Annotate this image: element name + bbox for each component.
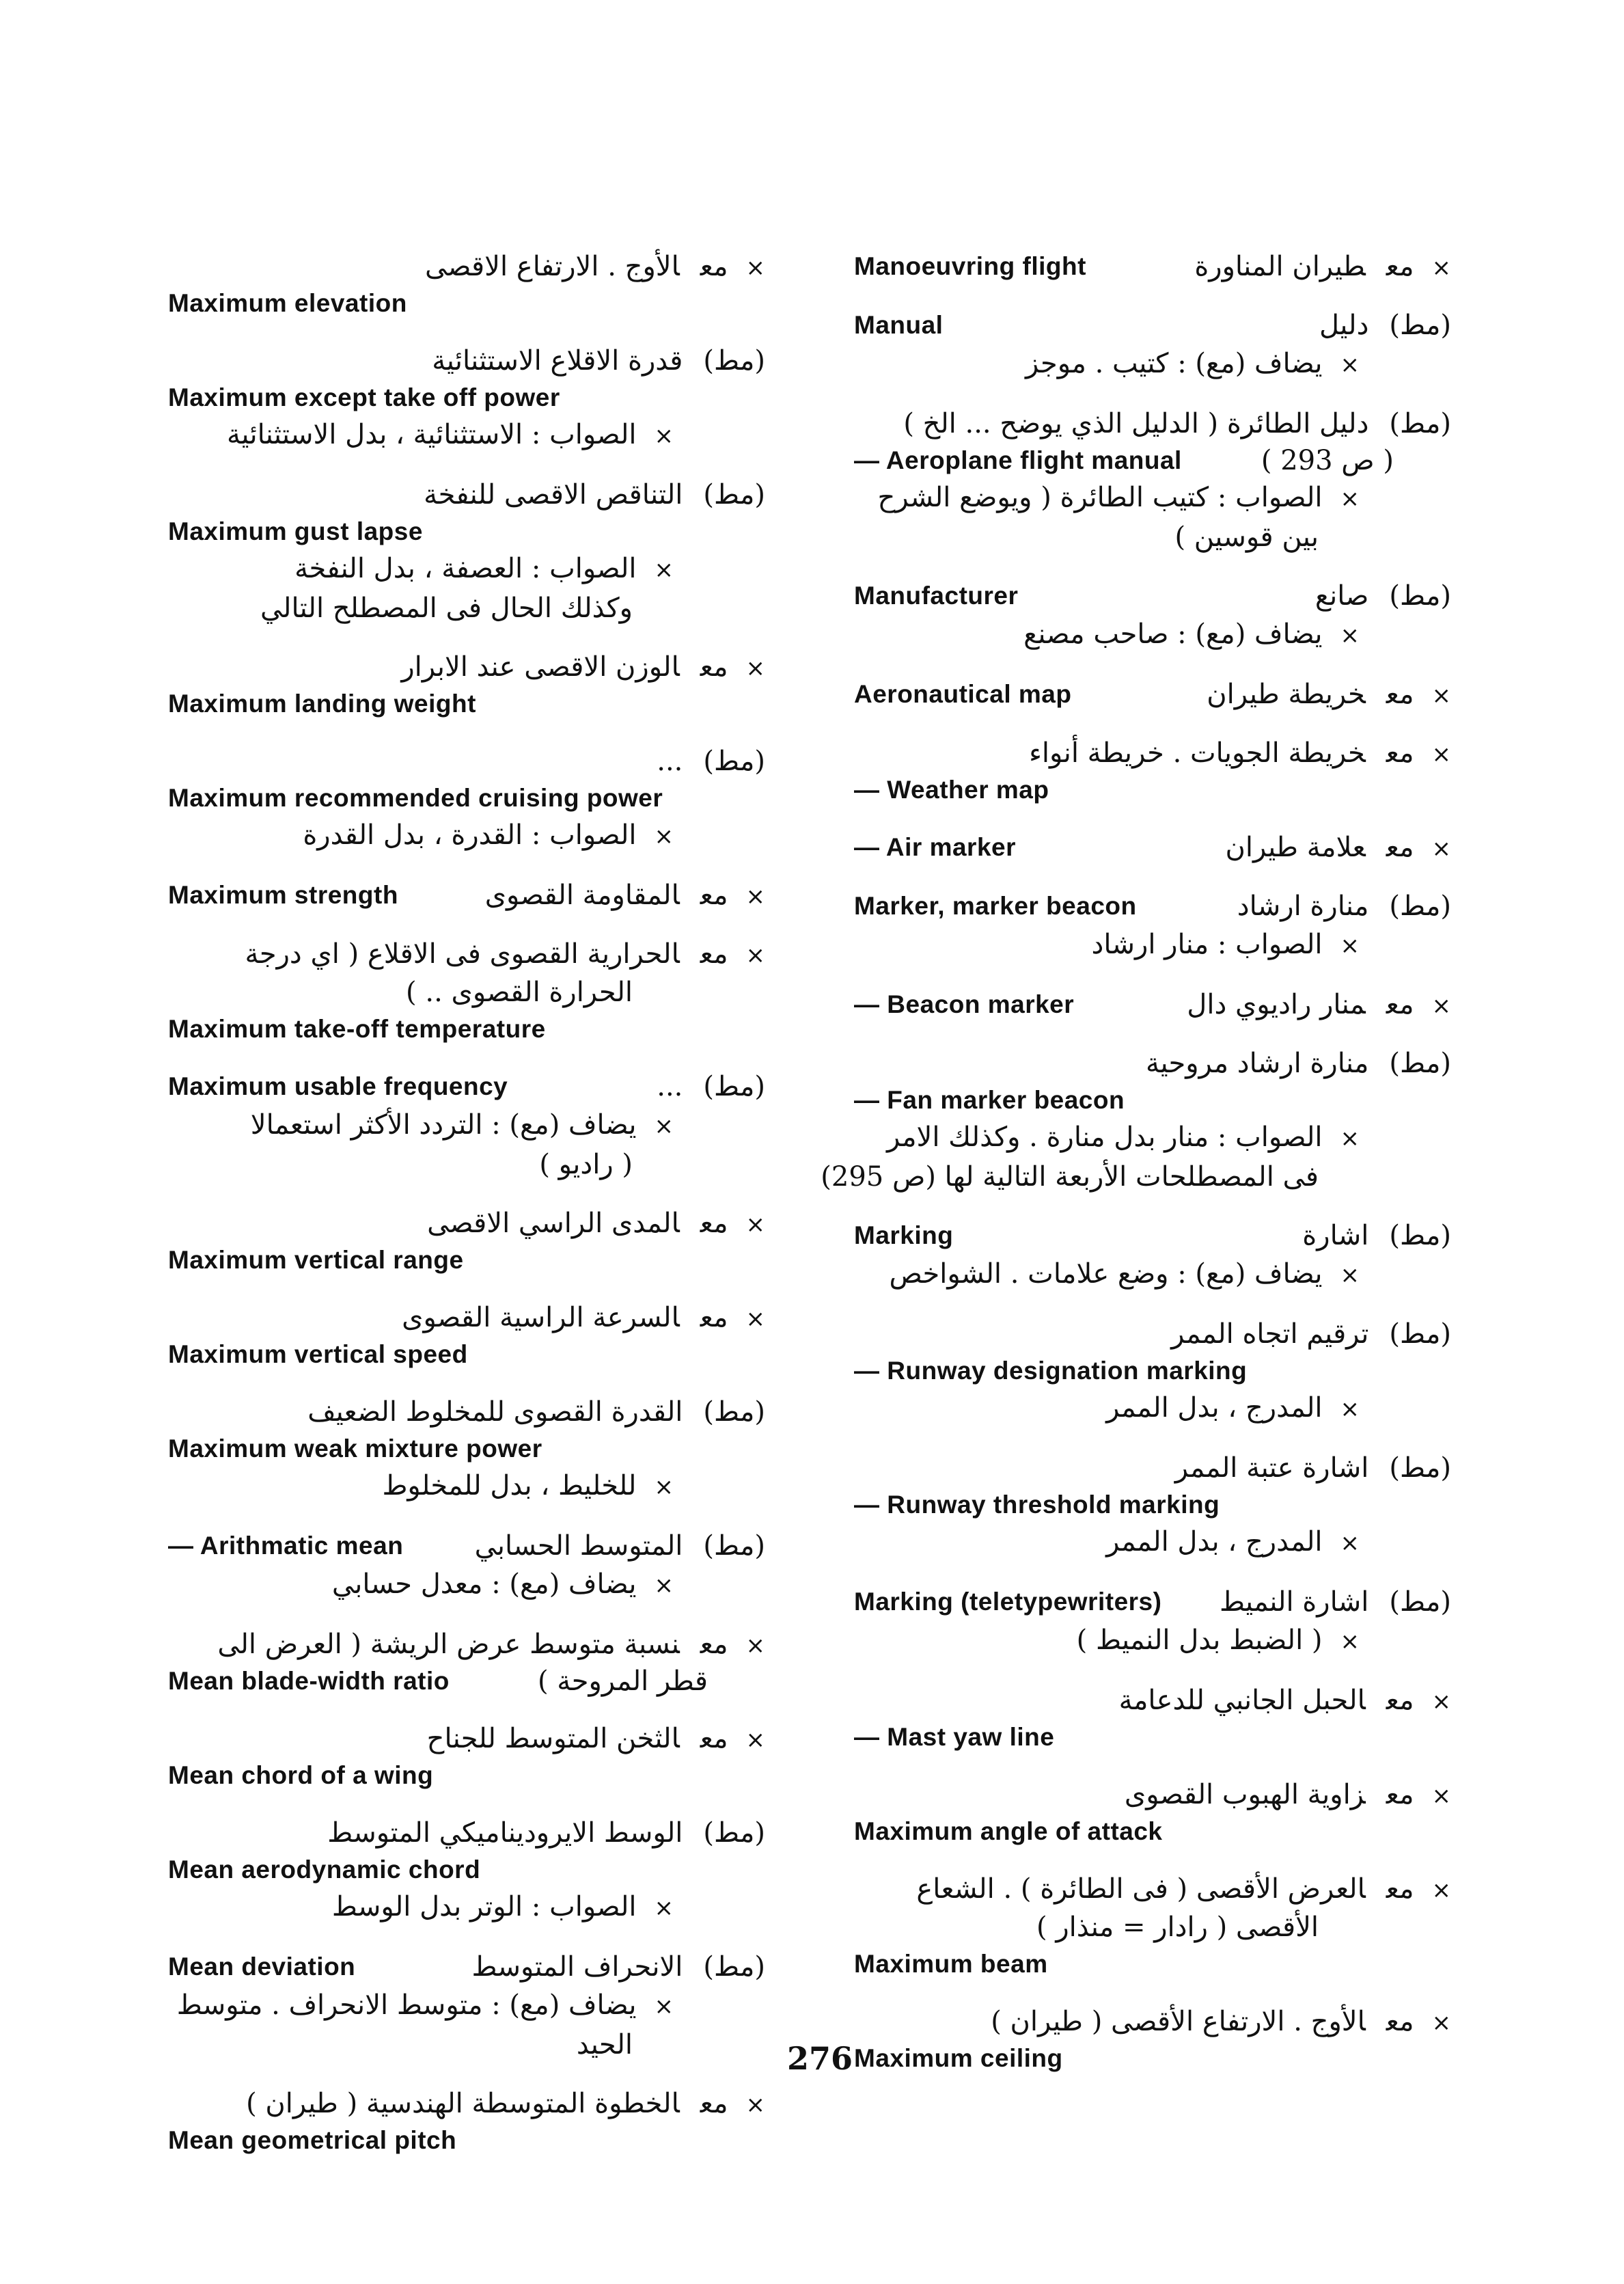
arabic-term-line [1237, 887, 1451, 925]
cross-mark-icon: × [745, 1632, 765, 1659]
dictionary-entry [161, 935, 776, 1047]
correction-note [847, 615, 1462, 655]
correction-note [161, 1145, 776, 1184]
cross-mark-icon: × [1431, 835, 1451, 862]
arabic-term: الأوج . الارتفاع الاقصى [425, 251, 680, 282]
arabic-term: ... [657, 746, 683, 777]
correction-note [847, 1389, 1462, 1428]
term-row [847, 2002, 1462, 2041]
english-term: Aeronautical map [854, 680, 1072, 708]
correction-text: يضاف (مع) : وضع علامات . الشواخص [889, 1258, 1323, 1290]
arabic-term: السرعة الراسية القصوى [402, 1302, 680, 1333]
arabic-term: منارة ارشاد [1237, 891, 1369, 922]
term-row [847, 1870, 1462, 1908]
arabic-term: المدى الراسي الاقصى [427, 1208, 680, 1239]
correction-note [161, 1986, 776, 2026]
arabic-term-line [1319, 306, 1451, 344]
entry-tag: (مط) [1389, 408, 1451, 439]
term-row [847, 1216, 1462, 1255]
arabic-term-tail: قطر المروحة ) [537, 1666, 708, 1697]
arabic-term: دليل الطائرة ( الدليل الذي يوضح ... الخ ) [903, 408, 1369, 439]
arabic-term-line [1187, 985, 1451, 1025]
english-term: Maximum gust lapse [168, 517, 423, 545]
correction-text: الصواب : الوتر بدل الوسط [331, 1891, 637, 1922]
term-row [161, 1948, 776, 1986]
english-term: Manoeuvring flight [854, 252, 1086, 280]
arabic-term: خريطة طيران [1207, 679, 1366, 710]
dictionary-entry [161, 1814, 776, 1927]
entry-tag: مع [700, 1629, 728, 1660]
term-row [161, 476, 776, 514]
arabic-term-line [657, 1068, 765, 1106]
dictionary-entry [847, 1449, 1462, 1562]
arabic-term: اشارة النميط [1220, 1586, 1369, 1618]
cross-mark-icon: × [745, 1726, 765, 1754]
term-row [161, 247, 776, 286]
arabic-term: علامة طيران [1225, 832, 1366, 863]
arabic-term-line [1226, 828, 1451, 868]
cross-mark-icon: × [654, 1894, 674, 1922]
english-term: Maximum angle of attack [854, 1817, 1163, 1845]
entry-tag: (مط) [1389, 1048, 1451, 1079]
entry-tag: (مط) [703, 1071, 765, 1102]
cross-mark-icon: × [654, 1113, 674, 1140]
dictionary-entry [161, 1393, 776, 1506]
arabic-term-line [1119, 1681, 1451, 1721]
correction-text: وكذلك الحال فى المصطلح التالي [260, 593, 633, 624]
english-term: Maximum strength [168, 881, 398, 909]
entry-tag: (مط) [1389, 310, 1451, 341]
arabic-term-line [246, 2084, 765, 2124]
correction-text: الصواب : كتيب الطائرة ( ويوضع الشرح [877, 482, 1323, 513]
english-term: Maximum take-off temperature [168, 1015, 546, 1043]
dictionary-entry [161, 2084, 776, 2158]
cross-mark-icon: × [745, 1305, 765, 1333]
term-row [847, 887, 1462, 925]
correction-note [847, 1118, 1462, 1158]
correction-text: يضاف (مع) : متوسط الانحراف . متوسط [176, 1989, 637, 2021]
arabic-term: الانحراف المتوسط [471, 1951, 683, 1983]
arabic-term-line [402, 1299, 765, 1338]
english-term: — Mast yaw line [854, 1723, 1055, 1751]
arabic-term-line [427, 1719, 765, 1759]
cross-mark-icon: × [1340, 1262, 1360, 1289]
arabic-term: منار راديوي دال [1187, 989, 1366, 1020]
dictionary-entry [847, 675, 1462, 713]
term-row [161, 935, 776, 973]
entry-tag: مع [1386, 737, 1414, 769]
term-row [847, 1776, 1462, 1814]
term-row [161, 342, 776, 380]
english-term: Maximum beam [854, 1950, 1048, 1978]
cross-mark-icon: × [1431, 1877, 1451, 1904]
cross-mark-icon: × [654, 823, 674, 850]
term-row [161, 1204, 776, 1242]
cross-mark-icon: × [654, 1473, 674, 1501]
cross-mark-icon: × [654, 1572, 674, 1599]
english-term: Maximum ceiling [854, 2044, 1063, 2072]
dictionary-entry [821, 1044, 1462, 1196]
cross-mark-icon: × [1340, 1628, 1360, 1655]
arabic-term-line [424, 476, 765, 514]
dictionary-entry [161, 1625, 776, 1699]
arabic-term-line [401, 648, 765, 688]
correction-note [161, 1565, 776, 1605]
term-row [161, 876, 776, 914]
arabic-term: العرض الأقصى ( فى الطائرة ) . الشعاع [916, 1873, 1366, 1905]
cross-mark-icon: × [745, 254, 765, 282]
english-term: Marking [854, 1221, 954, 1249]
entry-tag: مع [1386, 1779, 1414, 1810]
term-row [161, 1393, 776, 1431]
correction-text: يضاف (مع) : التردد الأكثر استعمالا [250, 1109, 637, 1141]
arabic-term: المتوسط الحسابي [474, 1530, 683, 1562]
cross-mark-icon: × [745, 2091, 765, 2119]
correction-note [821, 1158, 1462, 1196]
arabic-term: الأوج . الارتفاع الأقصى ( طيران ) [991, 2006, 1366, 2037]
arabic-term: خريطة الجويات . خريطة أنواء [1029, 737, 1366, 769]
correction-text: ( راديو ) [539, 1149, 633, 1180]
correction-note [847, 478, 1462, 518]
dictionary-entry [161, 1527, 776, 1605]
english-term: Maximum recommended cruising power [168, 784, 663, 812]
english-term: Mean deviation [168, 1953, 356, 1981]
correction-text: الصواب : العصفة ، بدل النفخة [294, 553, 637, 584]
entry-tag: (مط) [703, 345, 765, 377]
arabic-term: الخطوة المتوسطة الهندسية ( طيران ) [246, 2088, 680, 2119]
correction-note [161, 2026, 776, 2064]
english-term: — Weather map [854, 776, 1049, 804]
entry-tag: مع [1386, 832, 1414, 863]
cross-mark-icon: × [1431, 1782, 1451, 1810]
correction-note [161, 549, 776, 589]
dictionary-entry [161, 742, 776, 856]
entry-tag: (مط) [703, 1530, 765, 1562]
arabic-term-line [1175, 1449, 1451, 1487]
dictionary-entry [161, 476, 776, 627]
english-term: Mean blade-width ratio [168, 1667, 450, 1695]
arabic-term: اشارة عتبة الممر [1174, 1452, 1369, 1484]
arabic-term: دليل [1319, 310, 1369, 341]
correction-text: يضاف (مع) : كتيب . موجز [1025, 348, 1323, 379]
correction-text: ( الضبط بدل النميط ) [1076, 1624, 1323, 1656]
arabic-term-line [1029, 734, 1451, 774]
arabic-term: نسبة متوسط عرض الريشة ( العرض الى [217, 1629, 680, 1660]
entry-tag: مع [1386, 1685, 1414, 1716]
dictionary-entry [847, 985, 1462, 1024]
term-row [847, 1449, 1462, 1487]
arabic-term-continuation: الأقصى ( رادار = منذار ) [1036, 1912, 1319, 1943]
arabic-term-line [1194, 247, 1451, 287]
entry-tag: مع [700, 251, 728, 282]
correction-text: الصواب : الاستثنائية ، بدل الاستثنائية [226, 419, 637, 450]
dictionary-entry [847, 306, 1462, 384]
entry-tag: (مط) [703, 479, 765, 511]
correction-text: الحيد [576, 2029, 633, 2061]
term-row [161, 742, 776, 780]
english-term: Maximum elevation [168, 289, 407, 317]
right-column [821, 247, 1462, 2097]
cross-mark-icon: × [745, 1211, 765, 1238]
dictionary-entry [161, 1068, 776, 1184]
english-term: Marker, marker beacon [854, 892, 1137, 920]
entry-tag: مع [700, 2088, 728, 2119]
entry-tag: (مط) [1389, 580, 1451, 612]
correction-text: يضاف (مع) : صاحب مصنع [1023, 618, 1323, 650]
arabic-term-line [1125, 1776, 1451, 1815]
arabic-term: الوسط الايروديناميكي المتوسط [327, 1817, 683, 1849]
term-row [847, 1315, 1462, 1353]
dictionary-entry [161, 1204, 776, 1278]
correction-text: الصواب : القدرة ، بدل القدرة [303, 819, 637, 851]
entry-tag: مع [700, 880, 728, 911]
term-row [847, 1583, 1462, 1621]
arabic-term-line [916, 1870, 1451, 1909]
cross-mark-icon: × [745, 655, 765, 682]
arabic-term: الحبل الجانبي للدعامة [1118, 1685, 1366, 1716]
cross-mark-icon: × [654, 556, 674, 584]
arabic-term-line [1146, 1044, 1451, 1083]
term-row [161, 1299, 776, 1337]
english-term: — Aeroplane flight manual [854, 446, 1182, 474]
correction-note [847, 1255, 1462, 1294]
correction-note [847, 925, 1462, 965]
correction-note [161, 1467, 776, 1506]
english-term: Manual [854, 311, 944, 339]
correction-text: الصواب : منار بدل منارة . وكذلك الامر [887, 1121, 1323, 1153]
arabic-term: الحرارية القصوى فى الاقلاع ( اي درجة [245, 938, 680, 970]
term-row [161, 2084, 776, 2123]
dictionary-entry [161, 876, 776, 914]
entry-tag: مع [1386, 1873, 1414, 1905]
cross-mark-icon: × [1340, 1530, 1360, 1557]
english-term: Manufacturer [854, 582, 1019, 610]
correction-note [847, 344, 1462, 384]
english-term: Maximum usable frequency [168, 1072, 508, 1100]
term-row [847, 985, 1462, 1024]
cross-mark-icon: × [1340, 485, 1360, 513]
dictionary-entry [847, 2002, 1462, 2076]
arabic-term-line [475, 1527, 765, 1565]
entry-tag: مع [1386, 251, 1414, 282]
term-row [847, 577, 1462, 615]
left-column [161, 247, 776, 2179]
dictionary-entry [847, 828, 1462, 867]
english-term: Mean aerodynamic chord [168, 1855, 481, 1884]
dictionary-entry [161, 247, 776, 321]
arabic-term: قدرة الاقلاع الاستثنائية [432, 345, 683, 377]
correction-text: المدرج ، بدل الممر [1106, 1526, 1323, 1558]
english-term: Maximum landing weight [168, 690, 476, 718]
correction-text: المدرج ، بدل الممر [1106, 1392, 1323, 1424]
correction-note [161, 589, 776, 627]
english-term: Maximum vertical range [168, 1246, 464, 1274]
english-term: Maximum weak mixture power [168, 1435, 542, 1463]
english-term: — Fan marker beacon [854, 1086, 1125, 1114]
entry-tag: مع [700, 1208, 728, 1239]
arabic-term-line [472, 1948, 766, 1986]
cross-mark-icon: × [1340, 622, 1360, 649]
term-row [161, 1068, 776, 1106]
arabic-term: الوزن الاقصى عند الابرار [401, 651, 680, 683]
entry-tag: مع [700, 1302, 728, 1333]
arabic-term: القدرة القصوى للمخلوط الضعيف [307, 1396, 683, 1428]
term-row [161, 1625, 776, 1663]
dictionary-entry [847, 734, 1462, 808]
cross-mark-icon: × [1431, 2009, 1451, 2037]
dictionary-entry [847, 1216, 1462, 1294]
arabic-term-line [427, 1204, 765, 1244]
correction-note [161, 416, 776, 455]
arabic-term-line [903, 405, 1451, 443]
correction-note [161, 1888, 776, 1927]
cross-mark-icon: × [1340, 351, 1360, 379]
correction-note [847, 1621, 1462, 1661]
term-row [161, 1814, 776, 1852]
arabic-term-line [485, 876, 765, 916]
term-row [847, 306, 1462, 344]
correction-text: يضاف (مع) : معدل حسابي [331, 1568, 637, 1600]
arabic-term-line [307, 1393, 765, 1431]
arabic-term: صانع [1315, 580, 1369, 612]
dictionary-entry [847, 405, 1462, 556]
cross-mark-icon: × [1431, 992, 1451, 1020]
entry-tag: (مط) [1389, 1220, 1451, 1251]
correction-note [161, 1106, 776, 1145]
arabic-term-line [1171, 1315, 1451, 1353]
page-number: 276 [786, 2040, 853, 2077]
dictionary-entry [161, 1299, 776, 1372]
entry-tag: (مط) [703, 1951, 765, 1983]
arabic-term-line [432, 342, 765, 380]
term-row [847, 675, 1462, 713]
english-term: Mean chord of a wing [168, 1761, 434, 1789]
correction-text: الصواب : منار ارشاد [1091, 929, 1323, 960]
dictionary-entry [161, 1719, 776, 1793]
correction-note [847, 518, 1462, 556]
arabic-term-line [1302, 1216, 1451, 1255]
entry-tag: (مط) [703, 1817, 765, 1849]
cross-mark-icon: × [1340, 1125, 1360, 1152]
arabic-term-tail: ( ص 293 ) [1261, 445, 1394, 476]
arabic-term-line [657, 742, 765, 780]
arabic-term-line [217, 1625, 765, 1665]
entry-tag: (مط) [1389, 891, 1451, 922]
arabic-term-line [1315, 577, 1451, 615]
arabic-term: زاوية الهبوب القصوى [1124, 1779, 1366, 1810]
arabic-term-line [1207, 675, 1451, 715]
correction-note [847, 1523, 1462, 1562]
correction-text: للخليط ، بدل للمخلوط [382, 1470, 637, 1501]
term-row [161, 1719, 776, 1758]
entry-tag: مع [700, 1723, 728, 1754]
cross-mark-icon: × [1431, 254, 1451, 282]
arabic-term: الثخن المتوسط للجناح [426, 1723, 680, 1754]
entry-tag: مع [1386, 989, 1414, 1020]
english-term: — Runway designation marking [854, 1357, 1248, 1385]
arabic-term-line [991, 2002, 1451, 2042]
arabic-term-line [1220, 1583, 1451, 1621]
arabic-term: المقاومة القصوى [484, 880, 680, 911]
term-row [847, 1681, 1462, 1719]
dictionary-entry [847, 1315, 1462, 1428]
cross-mark-icon: × [745, 883, 765, 910]
arabic-term: منارة ارشاد مروحية [1146, 1048, 1369, 1079]
entry-tag: (مط) [703, 746, 765, 777]
dictionary-entry [161, 1948, 776, 2064]
dictionary-entry [847, 1583, 1462, 1661]
entry-tag: (مط) [1389, 1318, 1451, 1350]
term-row [847, 247, 1462, 286]
cross-mark-icon: × [1431, 682, 1451, 709]
cross-mark-icon: × [1340, 1396, 1360, 1423]
entry-tag: مع [1386, 2006, 1414, 2037]
arabic-term: اشارة [1302, 1220, 1369, 1251]
arabic-term-continuation: الحرارة القصوى .. ) [406, 977, 633, 1008]
dictionary-entry [847, 1870, 1462, 1982]
entry-tag: مع [1386, 679, 1414, 710]
arabic-term-line [327, 1814, 765, 1852]
cross-mark-icon: × [654, 422, 674, 450]
correction-note [161, 816, 776, 856]
cross-mark-icon: × [1431, 1688, 1451, 1715]
english-term: — Air marker [854, 833, 1017, 861]
dictionary-entry [161, 342, 776, 455]
english-term: Marking (teletypewriters) [854, 1588, 1162, 1616]
correction-text: فى المصطلحات الأربعة التالية لها (ص 295) [821, 1161, 1319, 1193]
cross-mark-icon: × [654, 1993, 674, 2020]
arabic-term: طيران المناورة [1194, 251, 1366, 282]
english-term: Maximum vertical speed [168, 1340, 468, 1368]
term-row [847, 734, 1462, 772]
english-term: — Arithmatic mean [168, 1532, 404, 1560]
english-term: Maximum except take off power [168, 383, 560, 411]
entry-tag: (مط) [703, 1396, 765, 1428]
cross-mark-icon: × [1340, 932, 1360, 960]
entry-tag: (مط) [1389, 1586, 1451, 1618]
dictionary-entry [847, 577, 1462, 655]
arabic-term-line [245, 935, 765, 975]
term-row [161, 1527, 776, 1565]
dictionary-entry [847, 887, 1462, 965]
term-row [847, 405, 1462, 443]
arabic-term: ... [657, 1071, 683, 1102]
dictionary-entry [847, 247, 1462, 286]
term-row [847, 1044, 1462, 1083]
cross-mark-icon: × [745, 942, 765, 969]
correction-text: بين قوسين ) [1174, 521, 1319, 553]
arabic-term: ترقيم اتجاه الممر [1171, 1318, 1369, 1350]
arabic-term-line [425, 247, 765, 287]
entry-tag: (مط) [1389, 1452, 1451, 1484]
english-term: Mean geometrical pitch [168, 2126, 457, 2154]
term-row [161, 648, 776, 686]
term-row [847, 828, 1462, 867]
cross-mark-icon: × [1431, 741, 1451, 768]
dictionary-entry [847, 1776, 1462, 1849]
entry-tag: مع [700, 938, 728, 970]
dictionary-entry [847, 1681, 1462, 1755]
entry-tag: مع [700, 651, 728, 683]
english-term: — Runway threshold marking [854, 1491, 1220, 1519]
arabic-term: التناقص الاقصى للنفخة [424, 479, 683, 511]
dictionary-entry [161, 648, 776, 722]
english-term: — Beacon marker [854, 990, 1075, 1018]
